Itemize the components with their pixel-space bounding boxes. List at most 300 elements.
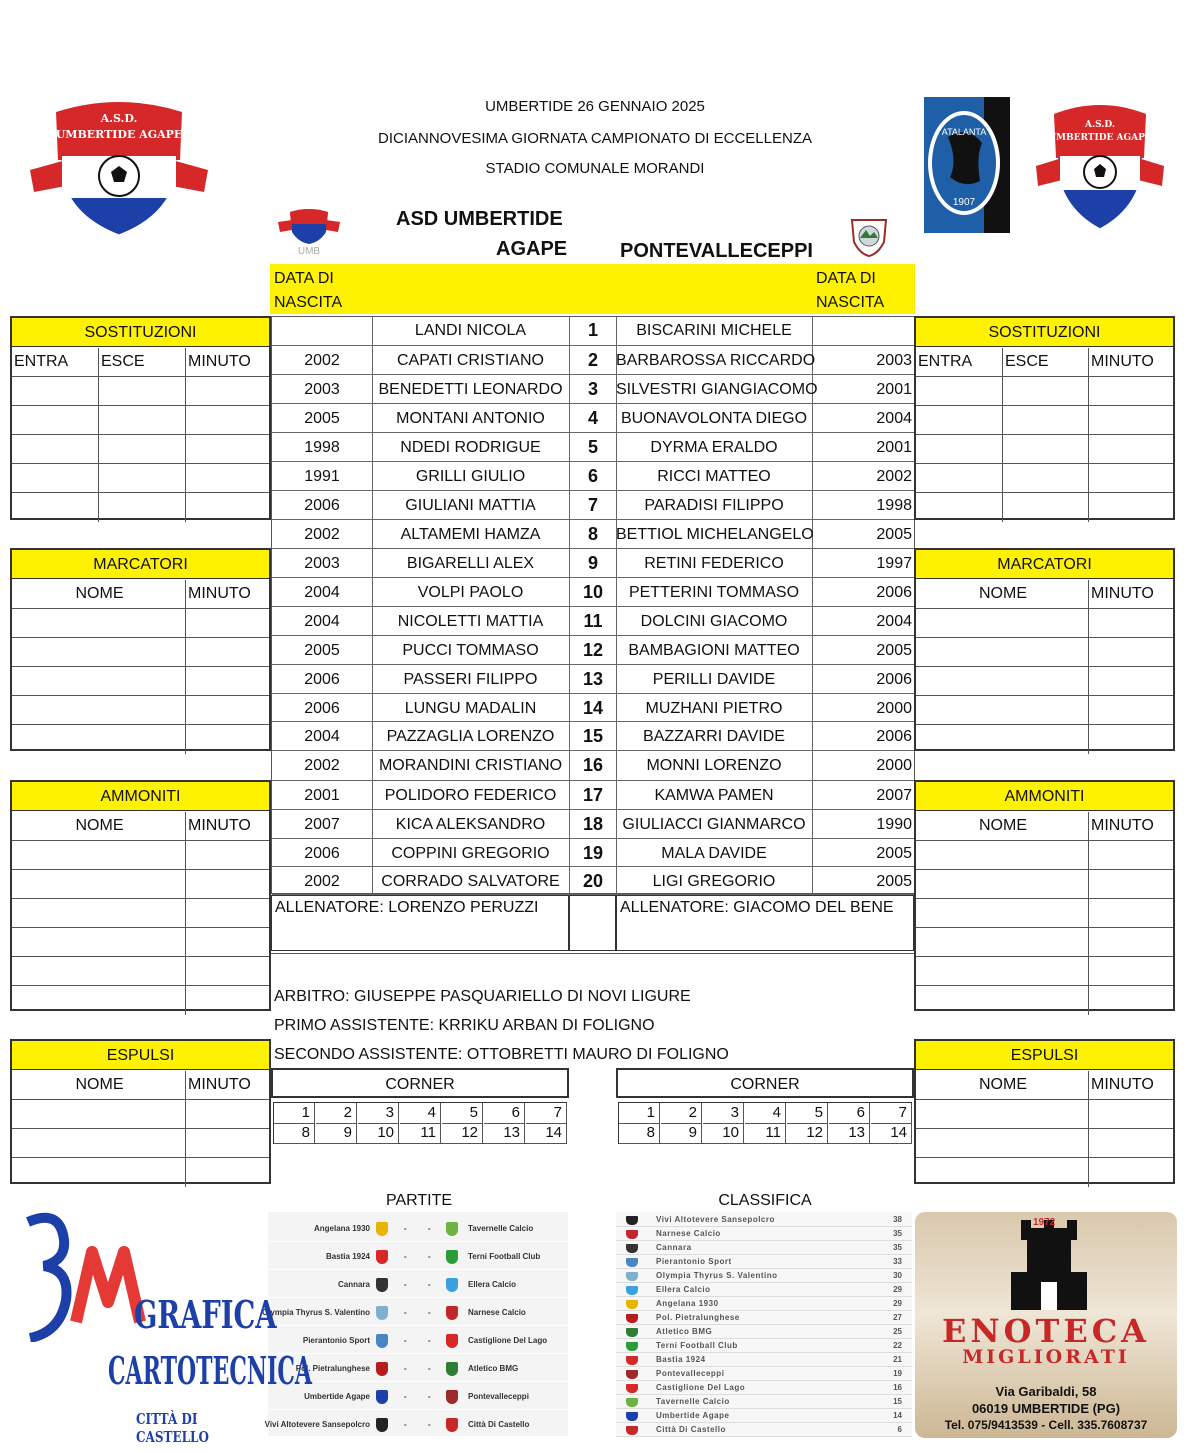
championship-line: DICIANNOVESIMA GIORNATA CAMPIONATO DI ECCELLENZA <box>378 130 812 147</box>
right-club-logo <box>1032 100 1168 236</box>
standing-team: Cannara <box>656 1243 692 1252</box>
home-player-year: 2001 <box>304 787 340 804</box>
home-crest-icon <box>376 1362 388 1376</box>
standing-points: 29 <box>893 1299 902 1308</box>
home-crest-icon <box>376 1390 388 1404</box>
standing-row <box>616 1298 912 1311</box>
away-scorers-section <box>914 548 1175 751</box>
home-player-name: ALTAMEMI HAMZA <box>400 526 541 543</box>
away-subs-section <box>914 316 1175 520</box>
corner-cell: 8 <box>274 1123 315 1144</box>
home-crest-icon <box>376 1222 388 1236</box>
home-crest-icon <box>376 1418 388 1432</box>
team-crest-icon <box>626 1398 638 1407</box>
home-corner-header: CORNER <box>271 1068 569 1098</box>
home-player-year: 2007 <box>304 816 340 833</box>
player-number: 7 <box>587 495 598 515</box>
enoteca-sponsor <box>915 1212 1177 1438</box>
standing-points: 38 <box>893 1215 902 1224</box>
player-row <box>272 839 914 867</box>
corner-cell: 2 <box>316 1103 357 1124</box>
player-number: 3 <box>587 379 598 399</box>
standing-team: Atletico BMG <box>656 1327 713 1336</box>
standing-team: Castiglione Del Lago <box>656 1383 746 1392</box>
corner-cell: 5 <box>442 1103 483 1124</box>
partite-list <box>261 1212 568 1436</box>
home-subs-title: SOSTITUZIONI <box>12 318 269 347</box>
home-player-year: 2006 <box>304 700 340 717</box>
home-team-name-2: AGAPE <box>496 238 568 260</box>
home-player-year: 2006 <box>304 497 340 514</box>
match-home: Pierantonio Sport <box>302 1336 370 1345</box>
match-home: Pol. Pietralunghese <box>295 1364 370 1373</box>
team-crest-icon <box>626 1426 638 1435</box>
home-player-name: BIGARELLI ALEX <box>406 555 535 572</box>
away-subs-esce-header: ESCE <box>1003 348 1089 376</box>
home-subs-entra-header: ENTRA <box>12 348 99 376</box>
match-row: Vivi Altotevere Sansepolcro - - Città Di Castello <box>268 1412 568 1438</box>
team-crest-icon <box>626 1328 638 1337</box>
away-player-year: 2003 <box>876 352 912 369</box>
home-player-name: VOLPI PAOLO <box>417 584 524 601</box>
away-player-name: BARBAROSSA RICCARDO <box>616 352 816 369</box>
right-logo-text-2: UMBERTIDE AGAPE <box>1048 133 1152 143</box>
away-booked-section <box>914 780 1175 1011</box>
away-player-year: 2005 <box>876 642 912 659</box>
player-number: 9 <box>587 553 598 573</box>
away-player-name: PARADISI FILIPPO <box>644 497 784 514</box>
player-number: 15 <box>582 726 604 746</box>
standing-points: 22 <box>893 1341 902 1350</box>
corner-cell: 10 <box>358 1123 399 1144</box>
away-small-logo <box>848 216 890 258</box>
away-player-name: PERILLI DAVIDE <box>652 671 776 688</box>
team-crest-icon <box>626 1258 638 1267</box>
home-booked-minuto-header: MINUTO <box>188 817 251 834</box>
corner-cell: 9 <box>316 1123 357 1144</box>
home-player-name: CAPATI CRISTIANO <box>397 352 544 369</box>
match-away: Castiglione Del Lago <box>468 1336 548 1345</box>
away-player-year: 1998 <box>876 497 912 514</box>
away-player-year: 2002 <box>876 468 912 485</box>
standing-row <box>616 1368 912 1381</box>
coach-spacer <box>569 895 616 951</box>
standing-row <box>616 1382 912 1395</box>
player-row <box>272 462 914 491</box>
standing-points: 6 <box>897 1425 902 1434</box>
standing-points: 25 <box>893 1327 902 1336</box>
match-away: Atletico BMG <box>468 1364 519 1373</box>
home-player-name: BENEDETTI LEONARDO <box>378 381 563 398</box>
away-subs-entra-header: ENTRA <box>916 348 1003 376</box>
home-coach-box <box>271 895 569 951</box>
grafica-line-1: GRAFICA <box>134 1292 277 1337</box>
standing-team: Terni Football Club <box>656 1341 738 1350</box>
player-row <box>272 694 914 722</box>
away-booked-nome-header: NOME <box>916 812 1089 840</box>
away-player-name: DYRMA ERALDO <box>650 439 778 456</box>
match-row: Pol. Pietralunghese - - Atletico BMG <box>268 1356 568 1382</box>
enoteca-address-2: 06019 UMBERTIDE (PG) <box>971 1401 1121 1416</box>
player-number: 18 <box>582 814 604 834</box>
dob-header-bar <box>270 264 915 314</box>
away-booked-minuto-header: MINUTO <box>1091 817 1154 834</box>
away-crest-icon <box>446 1250 458 1264</box>
away-crest-icon <box>446 1306 458 1320</box>
player-row <box>272 316 914 346</box>
standing-points: 35 <box>893 1229 902 1238</box>
enoteca-address-1: Via Garibaldi, 58 <box>995 1384 1097 1399</box>
player-number: 1 <box>587 320 598 340</box>
team-crest-icon <box>626 1356 638 1365</box>
home-player-year: 2002 <box>304 873 340 890</box>
standing-team: Vivi Altotevere Sansepolcro <box>656 1215 775 1224</box>
away-player-name: DOLCINI GIACOMO <box>640 613 788 630</box>
home-club-logo <box>26 100 212 240</box>
standing-points: 27 <box>893 1313 902 1322</box>
match-away: Narnese Calcio <box>468 1308 526 1317</box>
home-coach: ALLENATORE: LORENZO PERUZZI <box>275 899 539 916</box>
away-sentoff-minuto-header: MINUTO <box>1091 1076 1154 1093</box>
home-dob-label: DATA DI NASCITA <box>274 270 343 311</box>
corner-cell: 9 <box>661 1123 702 1144</box>
away-crest-icon <box>446 1418 458 1432</box>
match-row: Cannara - - Ellera Calcio <box>268 1272 568 1298</box>
home-logo-text-2: UMBERTIDE AGAPE <box>55 128 183 141</box>
away-player-name: KAMWA PAMEN <box>654 787 774 804</box>
classifica-list <box>616 1212 912 1436</box>
home-small-logo-text: UMB <box>297 246 321 257</box>
away-player-year: 2007 <box>876 787 912 804</box>
away-crest-icon <box>446 1278 458 1292</box>
away-player-name: MONNI LORENZO <box>646 757 782 774</box>
player-row <box>272 781 914 810</box>
standing-team: Pierantonio Sport <box>656 1257 732 1266</box>
team-crest-icon <box>626 1230 638 1239</box>
player-number: 4 <box>587 408 598 428</box>
corner-cell: 14 <box>871 1123 912 1144</box>
home-player-year: 2004 <box>304 728 340 745</box>
standing-row <box>616 1284 912 1297</box>
team-crest-icon <box>626 1300 638 1309</box>
away-player-name: SILVESTRI GIANGIACOMO <box>616 381 818 398</box>
team-crest-icon <box>626 1412 638 1421</box>
home-player-year: 1998 <box>304 439 340 456</box>
home-player-year: 2006 <box>304 845 340 862</box>
grafica-line-2: CARTOTECNICA <box>108 1348 313 1393</box>
away-player-name: RETINI FEDERICO <box>644 555 784 572</box>
home-crest-icon <box>376 1278 388 1292</box>
match-home: Olympia Thyrus S. Valentino <box>261 1308 370 1317</box>
home-player-year: 2002 <box>304 352 340 369</box>
home-booked-nome-header: NOME <box>12 812 186 840</box>
home-booked-title: AMMONITI <box>12 782 269 811</box>
match-date-line: UMBERTIDE 26 GENNAIO 2025 <box>485 98 705 115</box>
standing-row <box>616 1242 912 1255</box>
enoteca-phone: Tel. 075/9413539 - Cell. 335.7608737 <box>944 1418 1148 1432</box>
corner-cell: 7 <box>526 1103 567 1124</box>
classifica-title: CLASSIFICA <box>718 1192 812 1209</box>
corner-cell: 10 <box>703 1123 744 1144</box>
team-crest-icon <box>626 1286 638 1295</box>
stadium-line: STADIO COMUNALE MORANDI <box>485 160 705 177</box>
corner-cell: 8 <box>619 1123 660 1144</box>
corner-cell: 7 <box>871 1103 912 1124</box>
away-player-name: BISCARINI MICHELE <box>636 322 792 339</box>
standing-team: Angelana 1930 <box>656 1299 719 1308</box>
player-number: 12 <box>582 640 604 660</box>
home-player-year: 2005 <box>304 410 340 427</box>
team-crest-icon <box>626 1272 638 1281</box>
match-away: Città Di Castello <box>468 1420 530 1429</box>
standing-row <box>616 1312 912 1325</box>
away-corner-grid <box>618 1102 912 1144</box>
home-player-name: NICOLETTI MATTIA <box>397 613 544 630</box>
home-player-year: 2002 <box>304 526 340 543</box>
home-player-name: PUCCI TOMMASO <box>402 642 539 659</box>
standing-team: Bastia 1924 <box>656 1355 706 1364</box>
away-sentoff-nome-header: NOME <box>916 1071 1089 1099</box>
player-row <box>272 404 914 433</box>
player-row <box>272 520 914 549</box>
home-crest-icon <box>376 1250 388 1264</box>
standing-team: Pontevalleceppi <box>656 1369 725 1378</box>
corner-cell: 13 <box>829 1123 870 1144</box>
standing-row <box>616 1256 912 1269</box>
atalanta-name: ATALANTA <box>941 127 987 137</box>
player-number: 5 <box>587 437 598 457</box>
standing-team: Narnese Calcio <box>656 1229 721 1238</box>
match-home: Cannara <box>337 1280 370 1289</box>
team-crest-icon <box>626 1314 638 1323</box>
home-player-year: 2005 <box>304 642 340 659</box>
standing-row <box>616 1270 912 1283</box>
away-crest-icon <box>446 1222 458 1236</box>
home-subs-esce-header: ESCE <box>99 348 186 376</box>
home-team-name-1: ASD UMBERTIDE <box>396 208 563 230</box>
player-row <box>272 491 914 520</box>
home-player-year: 2002 <box>304 757 340 774</box>
home-player-year: 2006 <box>304 671 340 688</box>
away-coach-box <box>616 895 914 951</box>
player-row <box>272 867 914 895</box>
player-number: 13 <box>582 669 604 689</box>
home-player-name: COPPINI GREGORIO <box>391 845 550 862</box>
away-booked-title: AMMONITI <box>916 782 1173 811</box>
player-row <box>272 433 914 462</box>
home-sentoff-title: ESPULSI <box>12 1041 269 1070</box>
standing-row <box>616 1354 912 1367</box>
home-player-name: GIULIANI MATTIA <box>405 497 536 514</box>
match-away: Pontevalleceppi <box>468 1392 529 1401</box>
home-subs-section <box>10 316 271 520</box>
home-player-year: 1991 <box>304 468 340 485</box>
match-row: Bastia 1924 - - Terni Football Club <box>268 1244 568 1270</box>
match-home: Angelana 1930 <box>313 1224 370 1233</box>
player-number: 14 <box>582 698 604 718</box>
away-dob-label: DATA DI NASCITA <box>816 270 885 311</box>
standing-team: Ellera Calcio <box>656 1285 711 1294</box>
home-crest-icon <box>376 1334 388 1348</box>
enoteca-line-1: ENOTECA <box>941 1312 1150 1350</box>
corner-cell: 12 <box>787 1123 828 1144</box>
away-crest-icon <box>446 1362 458 1376</box>
player-number: 2 <box>587 350 598 370</box>
home-sentoff-section <box>10 1039 271 1184</box>
player-row <box>272 665 914 694</box>
referee: ARBITRO: GIUSEPPE PASQUARIELLO DI NOVI LIGURE <box>274 988 691 1005</box>
home-logo-text-1: A.S.D. <box>100 112 138 125</box>
away-team-name: PONTEVALLECEPPI <box>620 240 813 262</box>
away-player-name: LIGI GREGORIO <box>652 873 776 890</box>
standing-team: Olympia Thyrus S. Valentino <box>656 1271 778 1280</box>
home-sentoff-nome-header: NOME <box>12 1071 186 1099</box>
away-player-name: BAZZARRI DAVIDE <box>643 728 785 745</box>
enoteca-line-2: MIGLIORATI <box>962 1346 1130 1368</box>
player-number: 11 <box>583 611 603 631</box>
player-row <box>272 375 914 404</box>
home-player-name: LUNGU MADALIN <box>404 700 537 717</box>
standing-points: 14 <box>893 1411 902 1420</box>
away-player-name: RICCI MATTEO <box>657 468 771 485</box>
match-row: Angelana 1930 - - Tavernelle Calcio <box>268 1216 568 1242</box>
player-number: 20 <box>582 871 604 891</box>
player-number: 10 <box>582 582 604 602</box>
home-player-name: MONTANI ANTONIO <box>396 410 545 427</box>
match-row: Pierantonio Sport - - Castiglione Del Lago <box>268 1328 568 1354</box>
team-crest-icon <box>626 1384 638 1393</box>
player-row <box>272 607 914 636</box>
assistant-1: PRIMO ASSISTENTE: KRRIKU ARBAN DI FOLIGNO <box>274 1017 655 1034</box>
grafica-line-3: CITTÀ DI CASTELLO <box>136 1410 209 1446</box>
away-player-year: 2005 <box>876 526 912 543</box>
right-logo-text-1: A.S.D. <box>1084 120 1116 130</box>
home-scorers-title: MARCATORI <box>12 550 269 579</box>
match-home: Vivi Altotevere Sansepolcro <box>264 1420 370 1429</box>
corner-cell: 4 <box>745 1103 786 1124</box>
corner-cell: 13 <box>484 1123 525 1144</box>
player-row <box>272 549 914 578</box>
player-row <box>272 751 914 781</box>
home-player-year: 2004 <box>304 613 340 630</box>
away-subs-title: SOSTITUZIONI <box>916 318 1173 347</box>
home-subs-minuto-header: MINUTO <box>188 353 251 370</box>
corner-cell: 1 <box>274 1103 315 1124</box>
away-player-year: 2005 <box>876 845 912 862</box>
match-away: Tavernelle Calcio <box>468 1224 534 1233</box>
home-player-name: PAZZAGLIA LORENZO <box>386 728 555 745</box>
standing-row <box>616 1410 912 1423</box>
away-player-name: BUONAVOLONTA DIEGO <box>620 410 808 427</box>
corner-cell: 14 <box>526 1123 567 1144</box>
player-number: 8 <box>587 524 598 544</box>
standing-row <box>616 1214 912 1227</box>
home-crest-icon <box>376 1306 388 1320</box>
home-scorers-nome-header: NOME <box>12 580 186 608</box>
corner-cell: 11 <box>400 1123 441 1144</box>
corner-cell: 6 <box>829 1103 870 1124</box>
standing-points: 16 <box>893 1383 902 1392</box>
away-player-year: 1990 <box>876 816 912 833</box>
corner-cell: 1 <box>619 1103 660 1124</box>
away-crest-icon <box>446 1334 458 1348</box>
home-player-year: 2004 <box>304 584 340 601</box>
home-player-name: POLIDORO FEDERICO <box>384 787 557 804</box>
away-player-name: BETTIOL MICHELANGELO <box>616 526 814 543</box>
away-player-year: 2006 <box>876 671 912 688</box>
standing-points: 19 <box>893 1369 902 1378</box>
assistant-2: SECONDO ASSISTENTE: OTTOBRETTI MAURO DI FOLIGNO <box>274 1046 729 1063</box>
team-crest-icon <box>626 1342 638 1351</box>
away-player-year: 2004 <box>876 410 912 427</box>
standing-row <box>616 1340 912 1353</box>
home-sentoff-minuto-header: MINUTO <box>188 1076 251 1093</box>
match-away: Terni Football Club <box>468 1252 541 1261</box>
standing-points: 15 <box>893 1397 902 1406</box>
home-scorers-minuto-header: MINUTO <box>188 585 251 602</box>
away-scorers-minuto-header: MINUTO <box>1091 585 1154 602</box>
atalanta-year: 1907 <box>952 197 976 208</box>
team-crest-icon <box>626 1216 638 1225</box>
atalanta-logo <box>924 97 1010 233</box>
standing-points: 33 <box>893 1257 902 1266</box>
player-row <box>272 636 914 665</box>
partite-title: PARTITE <box>385 1192 453 1209</box>
match-away: Ellera Calcio <box>468 1280 517 1289</box>
player-row <box>272 346 914 375</box>
away-scorers-nome-header: NOME <box>916 580 1089 608</box>
away-player-year: 2001 <box>876 439 912 456</box>
away-crest-icon <box>446 1390 458 1404</box>
corner-cell: 5 <box>787 1103 828 1124</box>
home-corner-grid <box>273 1102 567 1144</box>
standing-row <box>616 1326 912 1339</box>
corner-cell: 12 <box>442 1123 483 1144</box>
corner-cell: 3 <box>358 1103 399 1124</box>
away-scorers-title: MARCATORI <box>916 550 1173 579</box>
enoteca-tower-icon <box>1009 1216 1089 1312</box>
home-player-name: KICA ALEKSANDRO <box>395 816 546 833</box>
away-sentoff-section <box>914 1039 1175 1184</box>
away-player-year: 2000 <box>876 700 912 717</box>
home-booked-section <box>10 780 271 1011</box>
away-player-year: 2001 <box>876 381 912 398</box>
grafica-sponsor <box>20 1212 313 1446</box>
away-player-year: 2006 <box>876 584 912 601</box>
player-row <box>272 810 914 839</box>
home-player-name: LANDI NICOLA <box>414 322 527 339</box>
match-row: Umbertide Agape - - Pontevalleceppi <box>268 1384 568 1410</box>
standing-team: Città Di Castello <box>656 1425 726 1434</box>
away-sentoff-title: ESPULSI <box>916 1041 1173 1070</box>
player-number: 19 <box>582 843 604 863</box>
player-number: 6 <box>587 466 598 486</box>
away-player-name: MUZHANI PIETRO <box>645 700 783 717</box>
enoteca-year: 1972 <box>1033 1217 1056 1228</box>
standing-points: 30 <box>893 1271 902 1280</box>
corner-cell: 4 <box>400 1103 441 1124</box>
standing-points: 21 <box>893 1355 902 1364</box>
team-crest-icon <box>626 1370 638 1379</box>
standing-points: 29 <box>893 1285 902 1294</box>
match-home: Bastia 1924 <box>325 1252 370 1261</box>
away-corner-header: CORNER <box>616 1068 914 1098</box>
player-number: 16 <box>582 755 604 775</box>
home-player-name: PASSERI FILIPPO <box>403 671 538 688</box>
player-number: 17 <box>582 785 604 805</box>
standing-points: 35 <box>893 1243 902 1252</box>
standing-row <box>616 1424 912 1437</box>
